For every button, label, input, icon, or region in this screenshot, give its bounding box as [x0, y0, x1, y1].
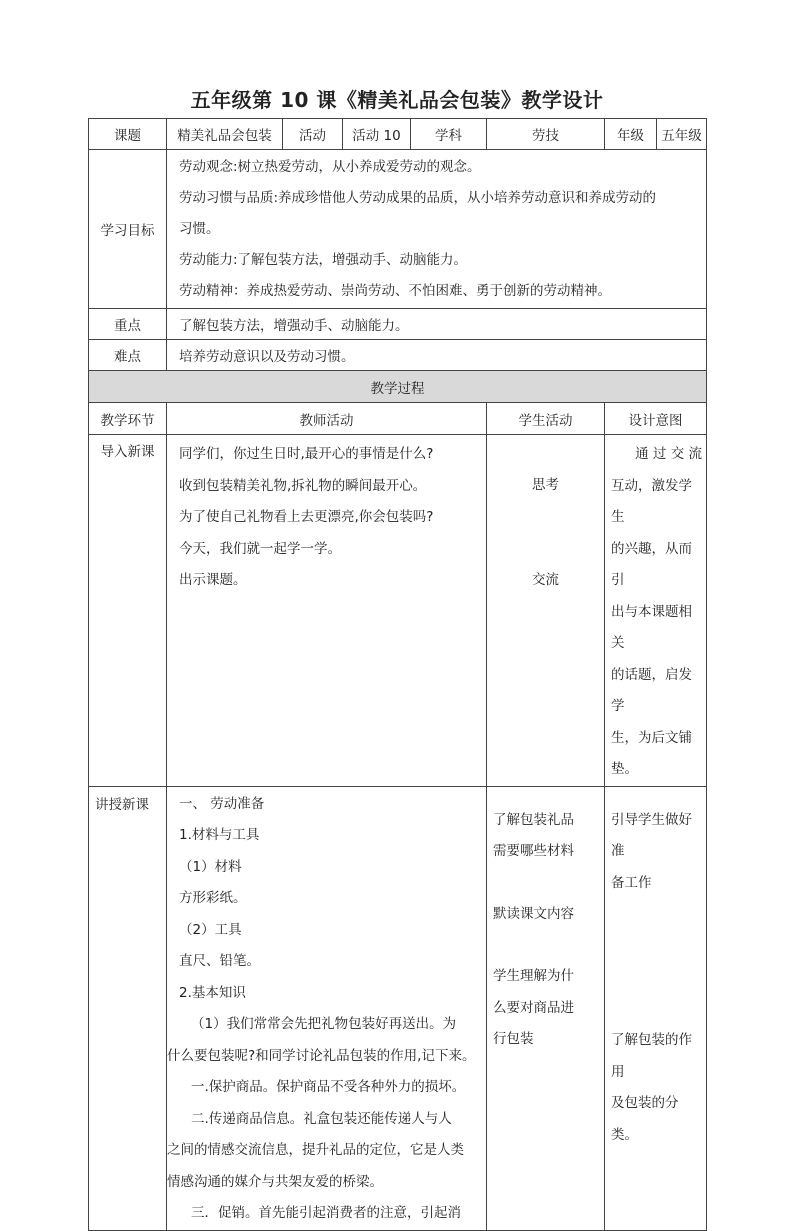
lesson-teacher-line: （1）我们常常会先把礼物包装好再送出。为 [191, 1016, 457, 1032]
lesson-teacher-line: 情感沟通的媒介与共架友爱的桥梁。 [167, 1173, 383, 1190]
label-grade: 年级 [605, 119, 657, 150]
lesson-teacher-line: 直尺、铅笔。 [179, 953, 260, 969]
intro-student [487, 435, 605, 787]
lesson-teacher-line: 三．促销。首先能引起消费者的注意，引起消 [191, 1205, 461, 1221]
objectives-row [89, 150, 707, 309]
lesson-teacher-line: 一.保护商品。保护商品不受各种外力的损坏。 [191, 1079, 466, 1095]
focus-text: 了解包装方法，增强动手、动脑能力。 [167, 309, 707, 340]
intro-stage: 导入新课 [89, 435, 167, 787]
info-row [89, 119, 707, 150]
lesson-teacher-line: （1）材料 [179, 858, 242, 875]
lesson-teacher-line: 2.基本知识 [179, 984, 246, 1001]
col-stage: 教学环节 [89, 403, 167, 435]
lesson-teacher-line: 1.材料与工具 [179, 827, 260, 843]
intro-intent-line: 出与本课题相关 [611, 603, 692, 651]
col-teacher: 教师活动 [167, 403, 487, 435]
focus-label: 重点 [89, 309, 167, 340]
value-activity: 活动 10 [343, 119, 411, 150]
difficulty-row [89, 340, 707, 371]
objective-item: 劳动能力:了解包装方法，增强动手、动脑能力。 [179, 251, 468, 268]
process-header: 教学过程 [89, 371, 707, 403]
lesson-student-line: 么要对商品进 [493, 999, 574, 1016]
value-grade: 五年级 [657, 119, 707, 150]
intro-student-line: 交流 [532, 571, 559, 588]
focus-row [89, 309, 707, 340]
objective-item: 劳动观念:树立热爱劳动，从小养成爱劳动的观念。 [179, 158, 481, 175]
objective-item: 习惯。 [179, 220, 220, 237]
lesson-teacher-line: 什么要包装呢?和同学讨论礼品包装的作用,记下来。 [167, 1047, 476, 1064]
difficulty-label: 难点 [89, 340, 167, 371]
intro-teacher-line: 出示课题。 [179, 572, 247, 588]
lesson-teacher-line: 方形彩纸。 [179, 890, 247, 906]
intro-intent-line: 的话题，启发学 [611, 666, 692, 714]
lesson-teacher [167, 786, 487, 1230]
lesson-teacher-line: 一、 劳动准备 [179, 795, 265, 812]
lesson-intent [605, 786, 707, 1230]
objective-item: 劳动习惯与品质:养成珍惜他人劳动成果的品质，从小培养劳动意识和养成劳动的 [179, 189, 657, 206]
lesson-student-line: 了解包装礼品 [493, 811, 574, 828]
col-intent: 设计意图 [605, 403, 707, 435]
intro-teacher-line: 同学们，你过生日时,最开心的事情是什么? [179, 446, 434, 462]
value-subject: 精美礼品会包装 [167, 119, 283, 150]
intro-intent-line: 的兴趣，从而引 [611, 540, 692, 588]
document-title: 五年级第 10 课《精美礼品会包装》教学设计 [190, 88, 604, 112]
label-subject: 课题 [89, 119, 167, 150]
lesson-intent-line: 及包装的分类。 [611, 1095, 679, 1143]
lesson-intent-line: 备工作 [611, 874, 652, 891]
lesson-teacher-line: （2）工具 [179, 921, 242, 938]
value-discipline: 劳技 [487, 119, 605, 150]
intro-intent [605, 435, 707, 787]
lesson-student-line: 学生理解为什 [493, 968, 574, 984]
lesson-student [487, 786, 605, 1230]
objectives-content [167, 150, 707, 309]
lesson-student-line: 需要哪些材料 [493, 843, 574, 859]
label-discipline: 学科 [411, 119, 487, 150]
lesson-student-line: 行包装 [493, 1031, 534, 1047]
intro-teacher [167, 435, 487, 787]
difficulty-text: 培养劳动意识以及劳动习惯。 [167, 340, 707, 371]
intro-intent-line: 通 过 交 流 [635, 446, 702, 462]
intro-student-line: 思考 [532, 477, 559, 493]
intro-teacher-line: 今天，我们就一起学一学。 [179, 540, 341, 557]
objective-item: 劳动精神：养成热爱劳动、崇尚劳动、不怕困难、勇于创新的劳动精神。 [179, 282, 611, 299]
col-student: 学生活动 [487, 403, 605, 435]
lesson-row [89, 786, 707, 1230]
intro-teacher-line: 收到包装精美礼物,拆礼物的瞬间最开心。 [179, 477, 427, 494]
label-activity: 活动 [283, 119, 343, 150]
lesson-intent-line: 引导学生做好准 [611, 811, 692, 859]
process-header-row [89, 371, 707, 403]
lesson-stage: 讲授新课 [89, 786, 167, 1230]
intro-teacher-line: 为了使自己礼物看上去更漂亮,你会包装吗? [179, 509, 434, 525]
lesson-teacher-line: 之间的情感交流信息，提升礼品的定位，它是人类 [167, 1142, 464, 1158]
lesson-teacher-line: 二.传递商品信息。礼盒包装还能传递人与人 [191, 1110, 452, 1127]
objectives-label: 学习目标 [89, 150, 167, 309]
intro-intent-line: 生，为后文铺垫。 [611, 729, 692, 777]
intro-row [89, 435, 707, 787]
lesson-intent-line: 了解包装的作用 [611, 1032, 692, 1080]
intro-intent-line: 互动，激发学生 [611, 477, 692, 525]
process-columns-row [89, 403, 707, 435]
lesson-plan-table [88, 118, 707, 1231]
lesson-student-line: 默读课文内容 [493, 905, 574, 922]
